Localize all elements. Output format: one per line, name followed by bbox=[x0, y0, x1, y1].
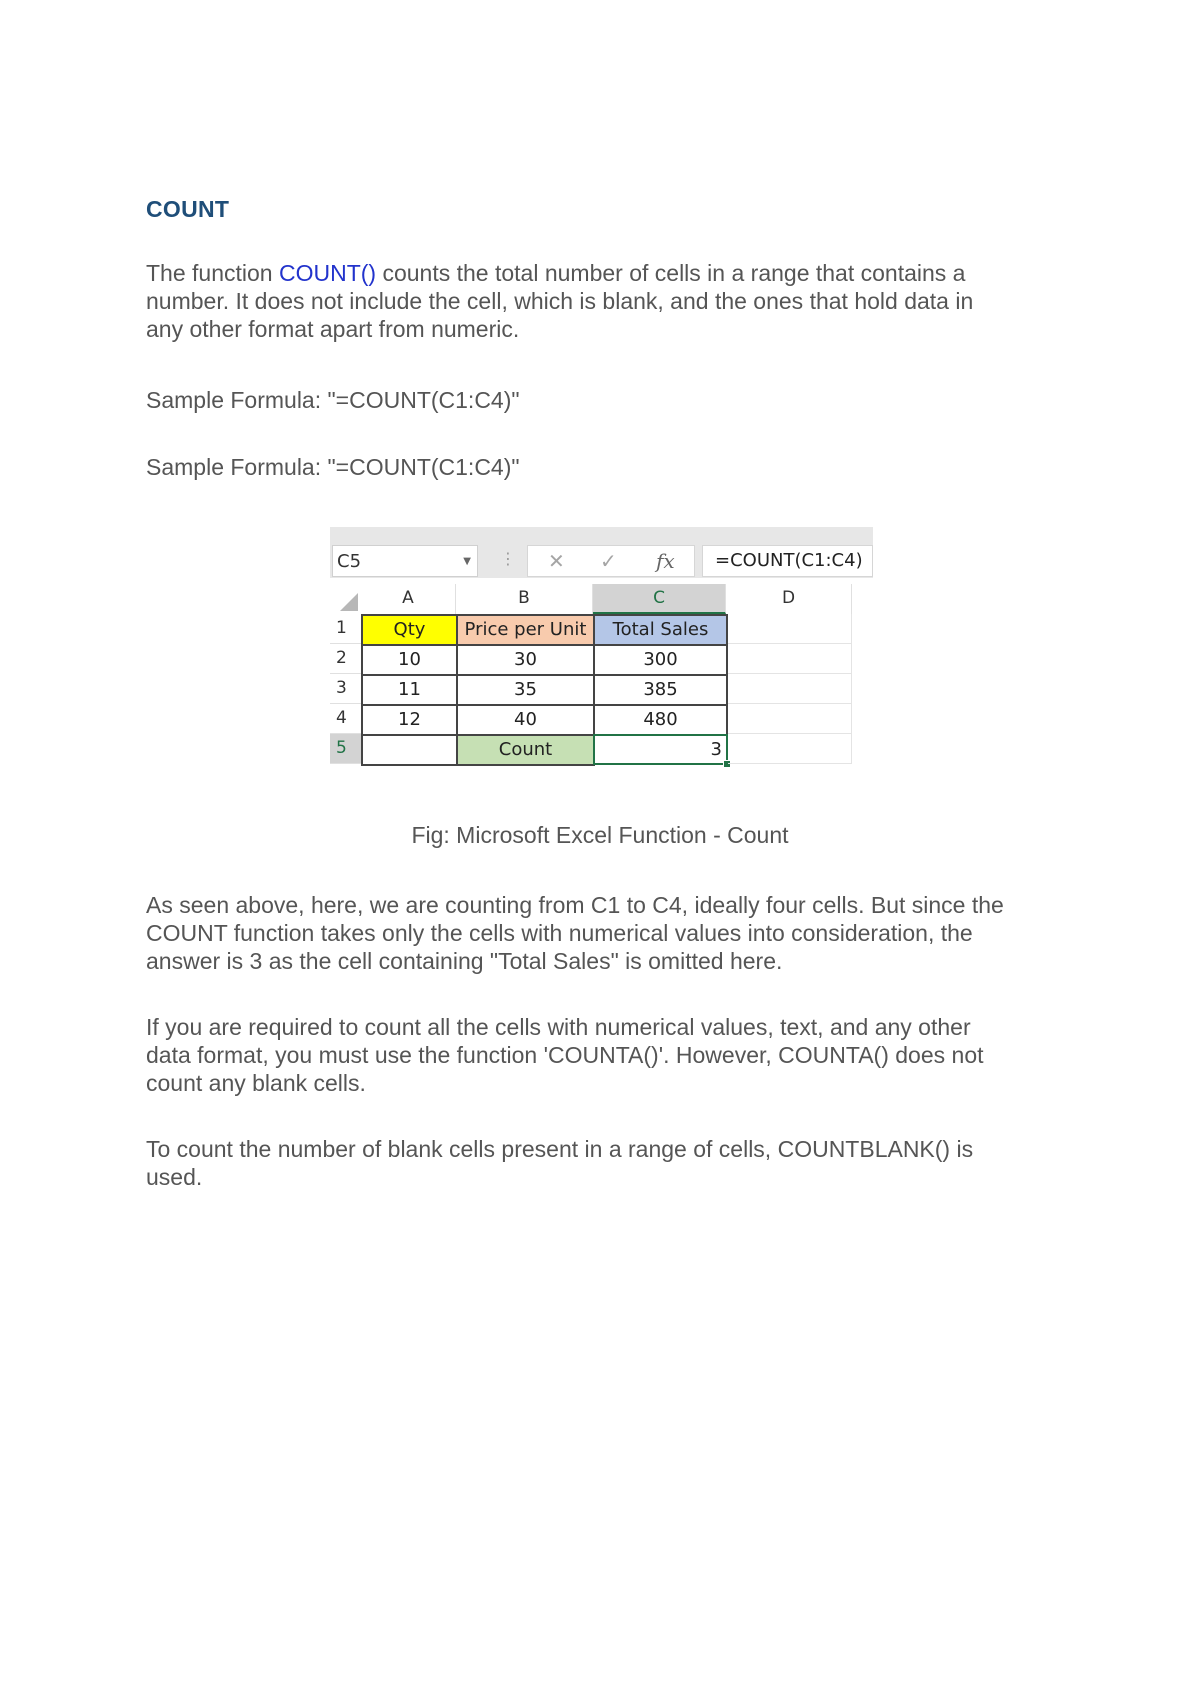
cell-a3: 11 bbox=[361, 674, 458, 706]
intro-line-3: any other format apart from numeric. bbox=[146, 316, 520, 342]
name-box bbox=[332, 545, 478, 577]
row-header-2: 2 bbox=[330, 644, 361, 674]
column-header-a: A bbox=[361, 584, 456, 614]
cell-b3: 35 bbox=[456, 674, 595, 706]
cancel-icon: ✕ bbox=[548, 549, 565, 573]
name-box-value: C5 bbox=[337, 551, 362, 572]
cell-b2: 30 bbox=[456, 644, 595, 676]
select-all-corner bbox=[330, 584, 361, 614]
cell-a4: 12 bbox=[361, 704, 458, 736]
row-header-3: 3 bbox=[330, 674, 361, 704]
cell-d4 bbox=[728, 704, 852, 734]
enter-icon: ✓ bbox=[600, 549, 617, 573]
cell-d1 bbox=[728, 614, 852, 644]
column-header-d: D bbox=[726, 584, 852, 614]
column-header-c: C bbox=[593, 584, 726, 614]
counta-line-1: If you are required to count all the cells with numerical values, text, and any other bbox=[146, 1014, 971, 1040]
vertical-dots-icon: ⋮ bbox=[500, 549, 516, 568]
count-function-link[interactable]: COUNT() bbox=[278, 260, 377, 286]
cell-d5 bbox=[728, 734, 852, 764]
cell-c5-active: 3 bbox=[593, 734, 728, 765]
cell-c3: 385 bbox=[593, 674, 728, 706]
counta-paragraph bbox=[146, 1013, 1066, 1097]
sample-formula-2: Sample Formula: "=COUNT(C1:C4)" bbox=[146, 454, 520, 480]
cell-a2: 10 bbox=[361, 644, 458, 676]
sample-formula-1: Sample Formula: "=COUNT(C1:C4)" bbox=[146, 387, 520, 413]
cell-c4: 480 bbox=[593, 704, 728, 736]
intro-line-2: number. It does not include the cell, which is blank, and the ones that hold data in bbox=[146, 288, 974, 314]
figure-caption: Fig: Microsoft Excel Function - Count bbox=[411, 822, 789, 848]
chevron-down-icon: ▼ bbox=[463, 556, 471, 567]
countblank-line-1: To count the number of blank cells present in a range of cells, COUNTBLANK() is bbox=[146, 1136, 974, 1162]
cell-b5: Count bbox=[456, 734, 595, 766]
intro-text: counts the total number of cells in a range that contains a bbox=[376, 260, 966, 286]
counta-line-3: count any blank cells. bbox=[146, 1070, 366, 1096]
cell-c2: 300 bbox=[593, 644, 728, 676]
cell-d2 bbox=[728, 644, 852, 674]
explanation-paragraph bbox=[146, 891, 1066, 975]
formula-bar: =COUNT(C1:C4) bbox=[702, 545, 873, 577]
explanation-line-3: answer is 3 as the cell containing "Total Sales" is omitted here. bbox=[146, 948, 783, 974]
row-header-1: 1 bbox=[330, 614, 361, 644]
intro-paragraph bbox=[146, 259, 1066, 343]
countblank-line-2: used. bbox=[146, 1164, 203, 1190]
cell-b4: 40 bbox=[456, 704, 595, 736]
explanation-line-1: As seen above, here, we are counting from C1 to C4, ideally four cells. But since the bbox=[146, 892, 1004, 918]
cell-a5 bbox=[361, 734, 458, 766]
formula-buttons bbox=[527, 545, 695, 577]
countblank-paragraph bbox=[146, 1135, 1066, 1191]
fx-icon: fx bbox=[656, 549, 675, 573]
section-heading: COUNT bbox=[146, 196, 230, 222]
explanation-line-2: COUNT function takes only the cells with numerical values into consideration, the bbox=[146, 920, 973, 946]
cell-d3 bbox=[728, 674, 852, 704]
excel-screenshot bbox=[330, 527, 873, 776]
column-header-b: B bbox=[456, 584, 593, 614]
row-header-5: 5 bbox=[330, 734, 361, 764]
intro-text: The function bbox=[146, 260, 279, 286]
cell-c1: Total Sales bbox=[593, 614, 728, 646]
intro-line-1 bbox=[146, 259, 1066, 287]
cell-b1: Price per Unit bbox=[456, 614, 595, 646]
cell-a1: Qty bbox=[361, 614, 458, 646]
row-header-4: 4 bbox=[330, 704, 361, 734]
counta-line-2: data format, you must use the function 'COUNTA()'. However, COUNTA() does not bbox=[146, 1042, 984, 1068]
